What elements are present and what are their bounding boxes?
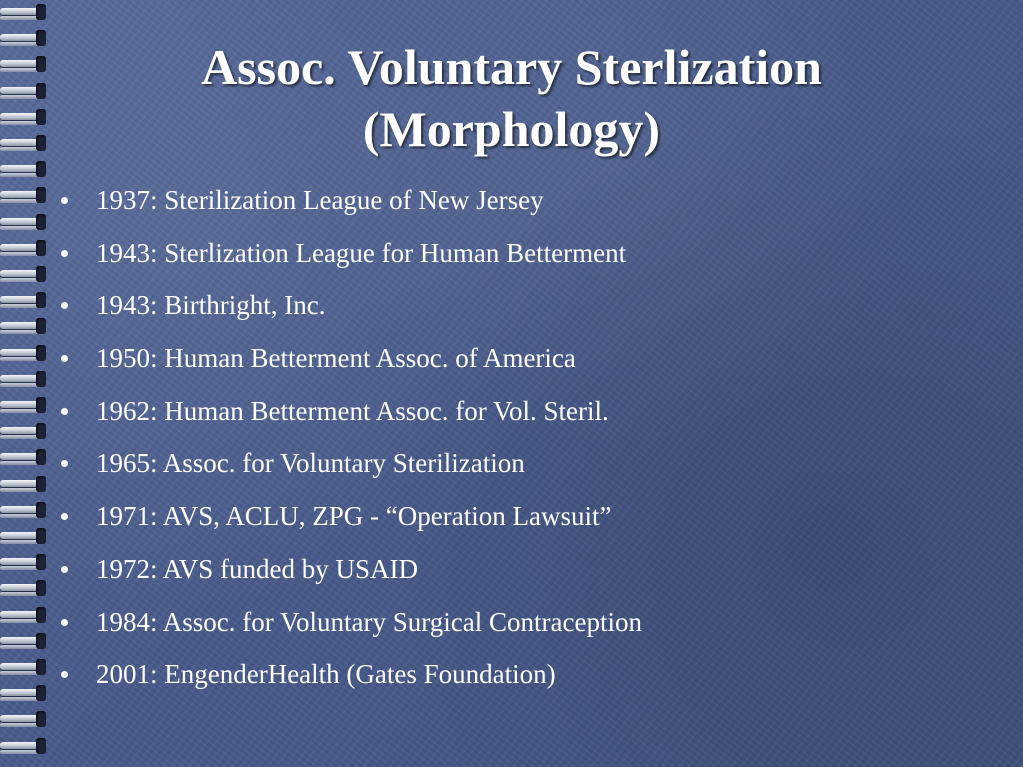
binding-ring	[0, 552, 52, 574]
spiral-binding	[0, 0, 56, 767]
list-item-text: 1972: AVS funded by USAID	[96, 553, 419, 584]
list-item-text: 1965: Assoc. for Voluntary Sterilization	[96, 448, 525, 479]
title-line-2: (Morphology)	[362, 101, 661, 157]
binding-ring	[0, 159, 52, 181]
binding-ring	[0, 343, 52, 365]
binding-ring	[0, 264, 52, 286]
binding-ring	[0, 631, 52, 653]
binding-ring	[0, 395, 52, 417]
bullet-icon	[61, 302, 68, 309]
binding-ring	[0, 500, 52, 522]
bullet-list	[60, 176, 980, 703]
binding-ring	[0, 709, 52, 731]
list-item	[60, 176, 980, 229]
binding-ring	[0, 133, 52, 155]
binding-ring	[0, 474, 52, 496]
bullet-icon	[61, 566, 68, 573]
list-item	[60, 229, 980, 282]
list-item-text: 1971: AVS, ACLU, ZPG - “Operation Lawsuit”	[96, 501, 612, 532]
binding-ring	[0, 2, 52, 24]
list-item	[60, 545, 980, 598]
binding-ring	[0, 238, 52, 260]
bullet-icon	[61, 513, 68, 520]
list-item-text: 2001: EngenderHealth (Gates Foundation)	[96, 659, 556, 690]
binding-ring	[0, 185, 52, 207]
list-item-text: 1984: Assoc. for Voluntary Surgical Contraception	[96, 606, 642, 637]
binding-ring	[0, 28, 52, 50]
binding-ring	[0, 54, 52, 76]
bullet-icon	[61, 197, 68, 204]
binding-ring	[0, 81, 52, 103]
binding-ring	[0, 447, 52, 469]
slide-title	[100, 36, 923, 160]
binding-ring	[0, 578, 52, 600]
binding-ring	[0, 290, 52, 312]
bullet-icon	[61, 460, 68, 467]
bullet-icon	[61, 408, 68, 415]
list-item	[60, 387, 980, 440]
binding-ring	[0, 683, 52, 705]
list-item-text: 1943: Birthright, Inc.	[96, 290, 326, 321]
binding-ring	[0, 369, 52, 391]
binding-ring	[0, 605, 52, 627]
binding-ring	[0, 526, 52, 548]
bullet-icon	[61, 671, 68, 678]
list-item-text: 1937: Sterilization League of New Jersey	[96, 185, 544, 215]
binding-ring	[0, 421, 52, 443]
list-item-text: 1962: Human Betterment Assoc. for Vol. Steril.	[96, 395, 609, 426]
bullet-icon	[61, 619, 68, 626]
binding-ring	[0, 107, 52, 129]
list-item	[60, 492, 980, 545]
list-item	[60, 439, 980, 492]
list-item	[60, 334, 980, 387]
title-line-1: Assoc. Voluntary Sterlization	[201, 39, 822, 95]
binding-ring	[0, 736, 52, 758]
list-item-text: 1950: Human Betterment Assoc. of America	[96, 343, 576, 374]
bullet-icon	[61, 250, 68, 257]
list-item-text: 1943: Sterlization League for Human Betterment	[96, 237, 627, 268]
binding-ring	[0, 657, 52, 679]
list-item	[60, 598, 980, 651]
binding-ring	[0, 316, 52, 338]
list-item	[60, 281, 980, 334]
list-item	[60, 650, 980, 703]
binding-ring	[0, 212, 52, 234]
bullet-icon	[61, 355, 68, 362]
